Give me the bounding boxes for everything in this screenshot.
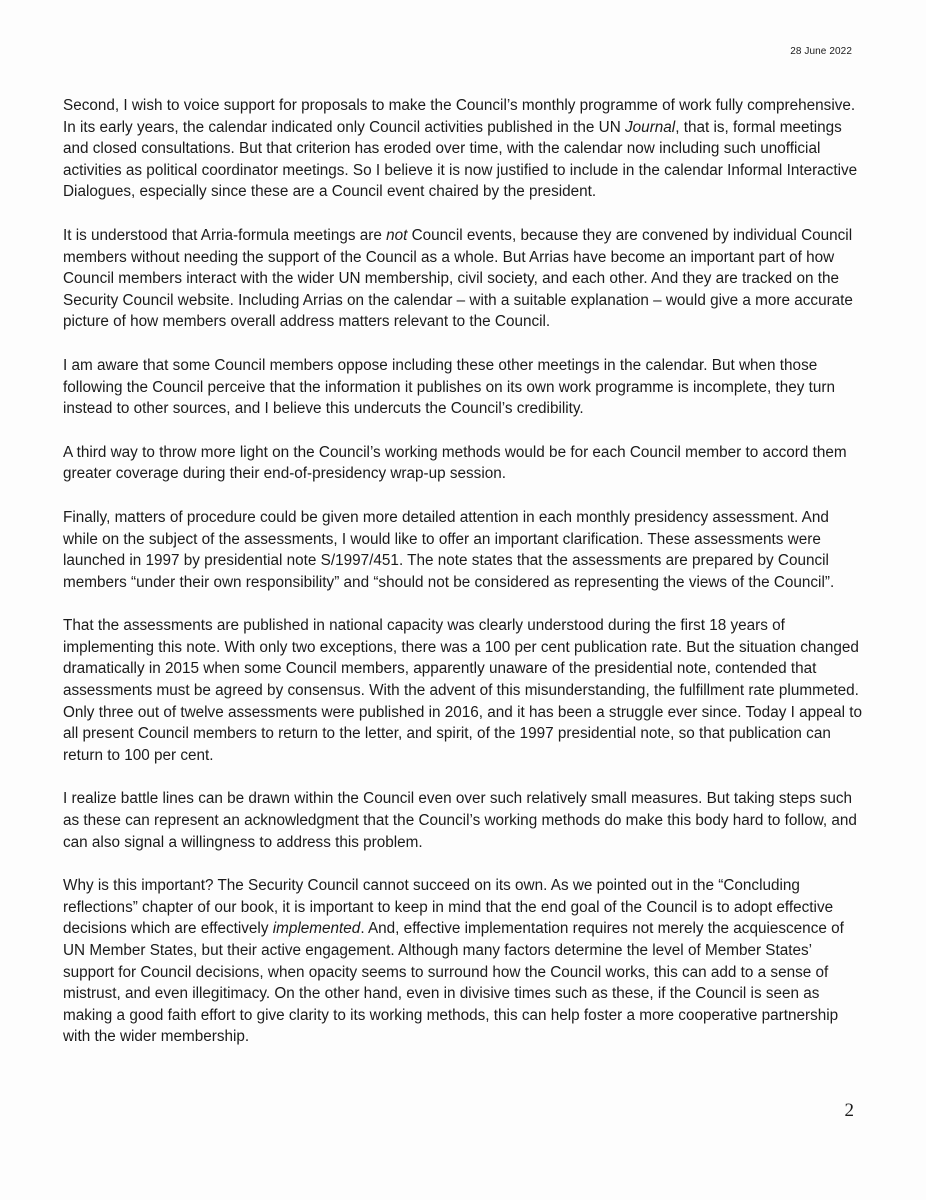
paragraph-text: Why is this important? The Security Council cannot succeed on its own. As we pointed out in the “Concluding reflections” chapter of our book, it is important to keep in mind that the end goal of the Council is to adopt effective decisions which are effectively (63, 877, 834, 938)
paragraph-publication-rate: That the assessments are published in national capacity was clearly understood during the first 18 years of implementing this note. With only two exceptions, there was a 100 per cent publication rate. But the situation changed dramatically in 2015 when some Council members, apparently unaware of the presidential note, contended that assessments must be agreed by consensus. With the advent of this misunderstanding, the fulfillment rate plummeted. Only three out of twelve assessments were published in 2016, and it has been a struggle ever since. Today I appeal to all present Council members to return to the letter, and spirit, of the 1997 presidential note, so that publication can return to 100 per cent. (63, 617, 863, 764)
paragraph-why-important (63, 875, 863, 1048)
paragraph-text: Second, I wish to voice support for proposals to make the Council’s monthly programme of work fully comprehensive. In its early years, the calendar indicated only Council activities published in the UN (63, 97, 856, 136)
paragraph-text: , that is, formal meetings and closed consultations. But that criterion has eroded over time, with the calendar now including such unofficial activities as political coordinator meetings. So I believe it is now justified to include in the calendar Informal Interactive Dialogues, especially since these are a Council event chaired by the president. (63, 118, 858, 201)
paragraph-text: . And, effective implementation requires not merely the acquiescence of UN Member States, but their active engagement. Although many factors determine the level of Member States’ support for Council decisions, when opacity seems to surround how the Council works, this can add to a sense of mistrust, and even illegitimacy. On the other hand, even in divisive times such as these, if the Council is seen as making a good faith effort to give clarity to its working methods, this can help foster a more cooperative partnership with the wider membership. (63, 920, 844, 1046)
paragraph-credibility: I am aware that some Council members oppose including these other meetings in the calendar. But when those following the Council perceive that the information it publishes on its own work programme is incomplete, they turn instead to other sources, and I believe this undercuts the Council’s credibility. (63, 356, 836, 418)
italic-emphasis: not (386, 226, 408, 244)
paragraph-wrap-up-session: A third way to throw more light on the Council’s working methods would be for each Council member to accord them greater coverage during their end-of-presidency wrap-up session. (63, 443, 847, 483)
paragraph-text: It is understood that Arria-formula meetings are (63, 226, 387, 244)
italic-emphasis: Journal (625, 118, 676, 136)
body-text (63, 95, 863, 1070)
paragraph-presidency-assessment: Finally, matters of procedure could be given more detailed attention in each monthly presidency assessment. And while on the subject of the assessments, I would like to offer an important clarification. These assessments were launched in 1997 by presidential note S/1997/451. The note states that the assessments are prepared by Council members “under their own responsibility” and “should not be considered as representing the views of the Council”. (63, 508, 835, 591)
paragraph-text: Council events, because they are convened by individual Council members without needing the support of the Council as a whole. But Arrias have become an important part of how Council members interact with the wider UN membership, civil society, and each other. And they are tracked on the Security Council website. Including Arrias on the calendar – with a suitable explanation – would give a more accurate picture of how members overall address matters relevant to the Council. (63, 226, 853, 331)
italic-emphasis: implemented (272, 920, 361, 938)
page-number: 2 (844, 1100, 854, 1121)
paragraph-battle-lines: I realize battle lines can be drawn within the Council even over such relatively small measures. But taking steps such as these can represent an acknowledgment that the Council’s working methods do make this body hard to follow, and can also signal a willingness to address this problem. (63, 790, 857, 851)
document-date: 28 June 2022 (790, 46, 852, 57)
paragraph-calendar-proposal (63, 95, 863, 203)
paragraph-arria-meetings (63, 225, 863, 333)
